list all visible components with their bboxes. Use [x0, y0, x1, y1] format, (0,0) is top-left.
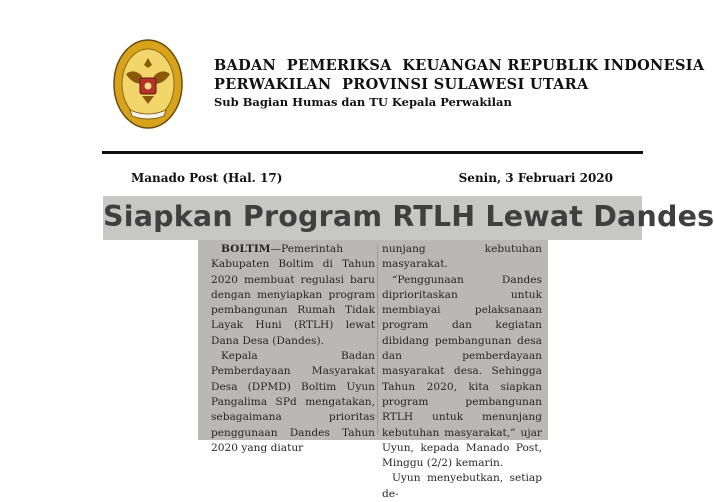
paragraph-text: —Pemerintah Kabupaten Boltim di Tahun 2020 membuat regulasi baru dengan menyiapkan program pembangunan Rumah Tidak Layak Huni (RTLH) lewat Dana Desa (Dandes). — [211, 243, 375, 347]
article-column-1 — [211, 242, 375, 456]
paragraph: Kepala Badan Pemberdayaan Masyarakat Desa (DPMD) Boltim Uyun Pangalima SPd mengatakan, sebagaimana prioritas penggunaan Dandes Tahun 2020 yang diatur — [211, 350, 375, 454]
office-name: PERWAKILAN PROVINSI SULAWESI UTARA — [214, 76, 589, 93]
newspaper-clipping — [103, 196, 714, 500]
article-column-2 — [382, 242, 542, 502]
paragraph: Uyun menyebutkan, setiap de- — [382, 472, 542, 500]
paragraph — [211, 242, 375, 349]
clipping-date: Senin, 3 Februari 2020 — [458, 171, 613, 185]
paragraph: nunjang kebutuhan masyarakat. — [382, 243, 542, 271]
institution-name: BADAN PEMERIKSA KEUANGAN REPUBLIK INDONESIA — [214, 57, 705, 74]
garuda-pancasila-emblem-icon — [112, 38, 184, 134]
clipping-source: Manado Post (Hal. 17) — [131, 171, 283, 185]
column-divider — [377, 244, 378, 434]
dateline: BOLTIM — [221, 243, 271, 255]
article-headline: Siapkan Program RTLH Lewat Dandes — [103, 200, 714, 233]
department-name: Sub Bagian Humas dan TU Kepala Perwakilan — [214, 95, 512, 109]
paragraph: “Penggunaan Dandes diprioritaskan untuk membiayai pelaksanaan program dan kegiatan dibidang pembangunan desa dan pemberdayaan masyarakat desa. Sehingga Tahun 2020, kita siapkan program pembangunan RTLH untuk menunjang kebutuhan masyarakat,” ujar Uyun, kepada Manado Post, Minggu (2/2) kemarin. — [382, 273, 542, 470]
header-rule — [102, 151, 643, 154]
letterhead — [214, 56, 704, 111]
